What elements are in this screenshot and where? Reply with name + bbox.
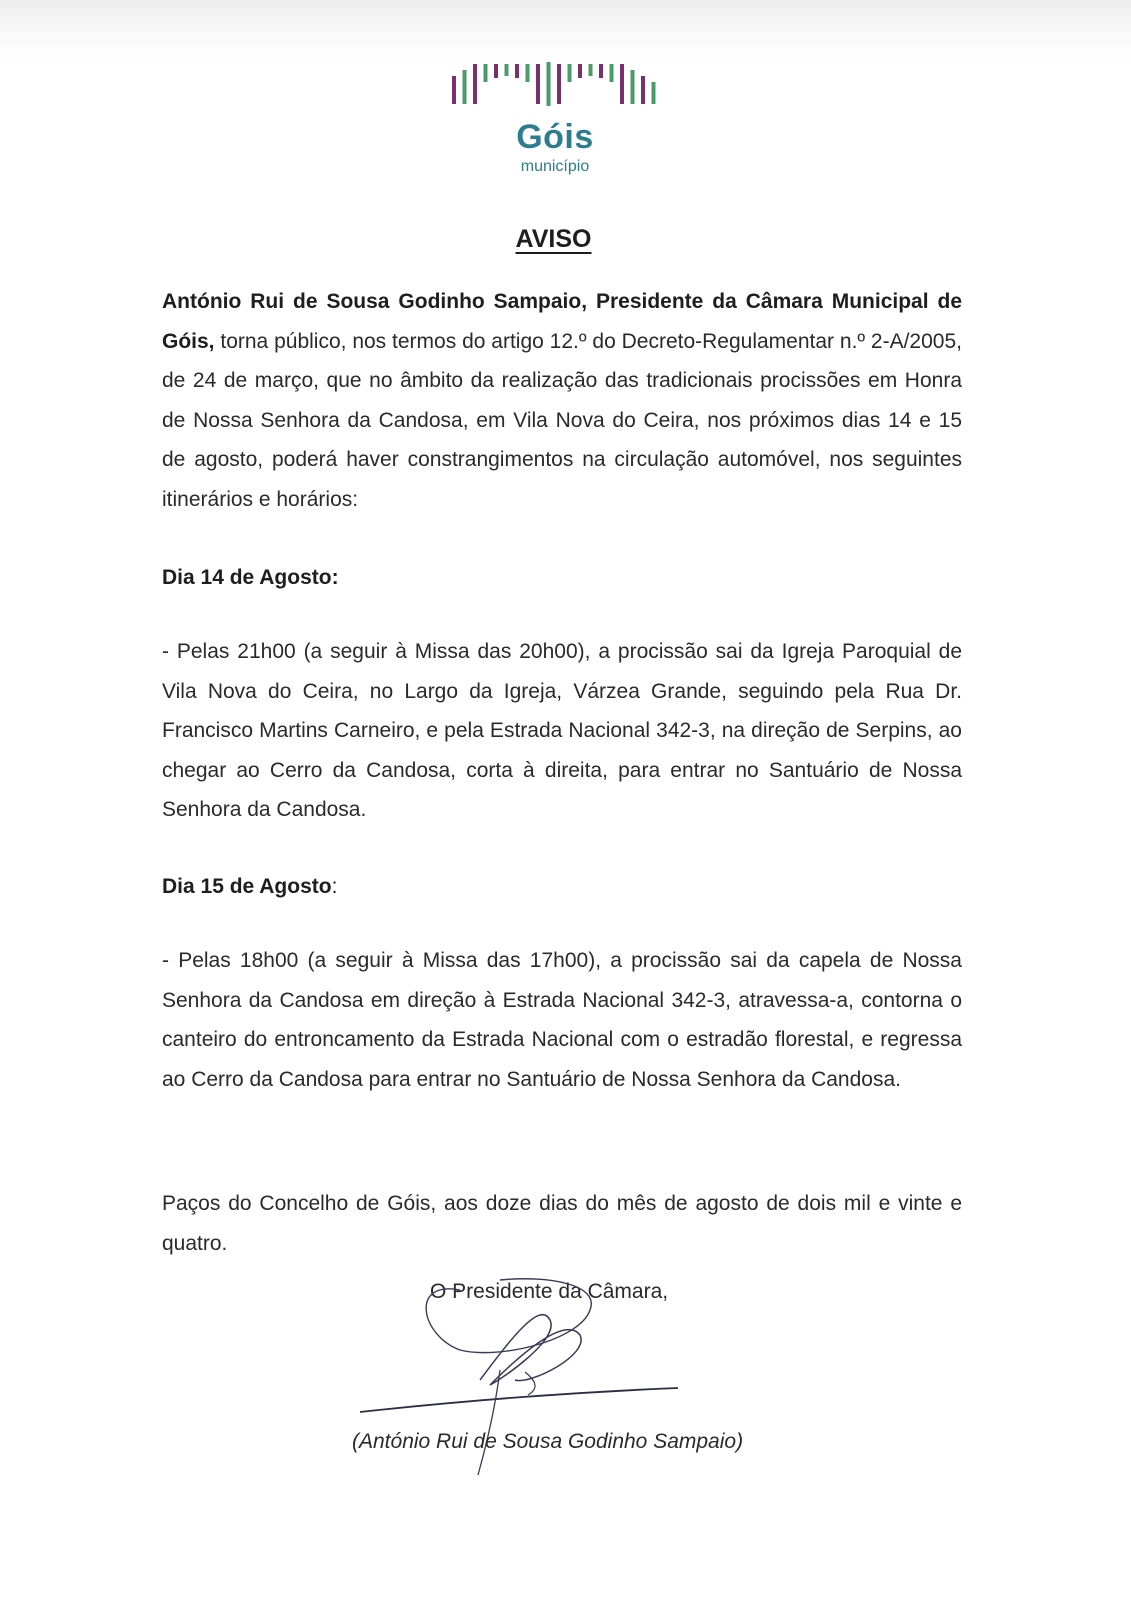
intro-bold: António Rui de Sousa Godinho Sampaio, Presidente da Câmara Municipal de Góis, — [162, 290, 962, 353]
logo-bar — [641, 76, 645, 104]
signatory-name: (António Rui de Sousa Godinho Sampaio) — [352, 1430, 744, 1453]
logo-bar — [494, 64, 498, 78]
logo-subtitle: município — [520, 158, 590, 175]
logo-bar — [578, 64, 582, 78]
day15-paragraph: - Pelas 18h00 (a seguir à Missa das 17h00), a procissão sai da capela de Nossa Senhora da Candosa em direção à Estrada Nacional 342-3, atravessa-a, contorna o canteiro do entroncamento da Estrada Nacional com o estradão florestal, e regressa ao Cerro da Candosa para entrar no Santuário de Nossa Senhora da Candosa. — [162, 949, 962, 1091]
day15-heading-colon: : — [331, 875, 338, 898]
logo-bar — [557, 64, 561, 104]
logo-name: Góis — [516, 118, 594, 156]
signature-title: O Presidente da Câmara, — [430, 1280, 669, 1303]
day15-heading — [162, 875, 337, 899]
logo-bars-icon — [440, 58, 670, 118]
day14-paragraph: - Pelas 21h00 (a seguir à Missa das 20h00), a procissão sai da Igreja Paroquial de Vila Nova do Ceira, no Largo da Igreja, Várzea Grande, seguindo pela Rua Dr. Francisco Martins Carneiro, e pela Estrada Nacional 342-3, na direção de Serpins, ao chegar ao Cerro da Candosa, corta à direita, para entrar no Santuário de Nossa Senhora da Candosa. — [162, 640, 962, 821]
intro-paragraph — [162, 282, 962, 519]
scan-shadow — [0, 0, 1131, 60]
gois-logo — [440, 58, 670, 188]
logo-bar — [620, 64, 624, 104]
day15-heading-text: Dia 15 de Agosto — [162, 875, 332, 898]
day14-heading — [162, 566, 339, 590]
logo-bar — [515, 64, 519, 78]
logo-bar — [610, 64, 614, 82]
logo-bar — [589, 64, 593, 76]
logo-bar — [505, 64, 509, 76]
logo-bar — [631, 70, 635, 104]
logo-bar — [484, 64, 488, 82]
logo-bar — [463, 70, 467, 104]
logo-bar — [536, 64, 540, 104]
logo-bar — [568, 64, 572, 82]
day14-heading-text: Dia 14 de Agosto — [162, 566, 332, 589]
intro-text: torna público, nos termos do artigo 12.º do Decreto-Regulamentar n.º 2-A/2005, de 24 de março, que no âmbito da realização das tradicionais procissões em Honra de Nossa Senhora da Candosa, em Vila Nova do Ceira, nos próximos dias 14 e 15 de agosto, poderá haver constrangimentos na circulação automóvel, nos seguintes itinerários e horários: — [162, 329, 962, 511]
closing-paragraph: Paços do Concelho de Góis, aos doze dias do mês de agosto de dois mil e vinte e quatro. — [162, 1192, 962, 1255]
day14-heading-colon: : — [331, 566, 339, 589]
logo-bar — [547, 62, 551, 106]
logo-bar — [452, 76, 456, 104]
logo-bar — [473, 64, 477, 104]
logo-bar — [526, 64, 530, 82]
logo-bar — [652, 82, 656, 104]
logo-bar — [599, 64, 603, 78]
page-title: AVISO — [515, 225, 592, 253]
